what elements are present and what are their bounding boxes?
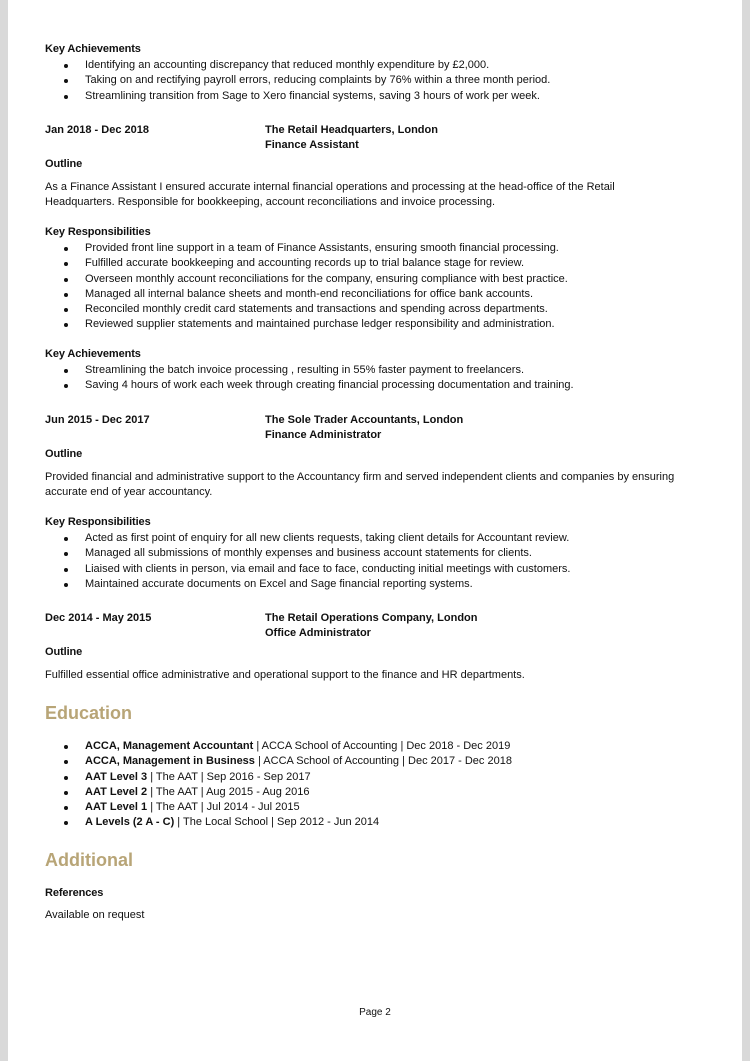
achievements-list — [45, 363, 574, 394]
list-item — [45, 800, 512, 815]
page-number: Page 2 — [359, 1007, 391, 1018]
outline-text: Fulfilled essential office administrative and operational support to the finance and HR departments. — [45, 669, 525, 681]
list-item: Taking on and rectifying payroll errors, reducing complaints by 76% within a three month period. — [45, 73, 550, 88]
list-item: Fulfilled accurate bookkeeping and accounting records up to trial balance stage for review. — [45, 256, 568, 271]
list-item: Overseen monthly account reconciliations for the company, ensuring compliance with best practice. — [45, 272, 568, 287]
education-list — [45, 739, 512, 831]
additional-heading: Additional — [45, 850, 133, 870]
outline-heading: Outline — [45, 646, 83, 658]
list-item: Saving 4 hours of work each week through creating financial processing documentation and training. — [45, 378, 574, 393]
list-item — [45, 815, 512, 830]
job-title: Finance Assistant — [265, 139, 359, 152]
achievements-heading: Key Achievements — [45, 348, 141, 360]
list-item — [45, 785, 512, 800]
list-item: Reconciled monthly credit card statements and transactions and spending across departments. — [45, 302, 568, 317]
references-text: Available on request — [45, 909, 145, 921]
list-item: Liaised with clients in person, via email and face to face, conducting initial meetings with customers. — [45, 562, 570, 577]
education-detail: | ACCA School of Accounting | Dec 2017 - Dec 2018 — [254, 755, 512, 768]
prev-achievements-heading: Key Achievements — [45, 43, 141, 55]
job-company: The Sole Trader Accountants, London — [265, 414, 464, 426]
education-detail: | The Local School | Sep 2012 - Jun 2014 — [174, 816, 380, 829]
education-detail: | The AAT | Jul 2014 - Jul 2015 — [147, 801, 300, 814]
job-company-block — [265, 123, 438, 154]
prev-achievements-list — [45, 58, 550, 104]
responsibilities-heading: Key Responsibilities — [45, 226, 151, 238]
job-dates: Dec 2014 - May 2015 — [45, 612, 152, 624]
education-qualification: AAT Level 3 — [85, 770, 148, 783]
education-qualification: ACCA, Management in Business — [85, 755, 255, 768]
list-item: Reviewed supplier statements and maintained purchase ledger responsibility and administration. — [45, 317, 568, 332]
outline-text: Provided financial and administrative support to the Accountancy firm and served independent clients and companies by ensuring accurate end of year accountancy. — [45, 471, 675, 499]
education-qualification: A Levels (2 A - C) — [85, 816, 175, 829]
responsibilities-list — [45, 531, 570, 592]
list-item: Managed all submissions of monthly expenses and business account statements for clients. — [45, 546, 570, 561]
job-dates: Jan 2018 - Dec 2018 — [45, 124, 149, 136]
list-item: Identifying an accounting discrepancy that reduced monthly expenditure by £2,000. — [45, 58, 550, 73]
resume-page — [8, 0, 742, 1061]
responsibilities-heading: Key Responsibilities — [45, 516, 151, 528]
education-detail: | The AAT | Sep 2016 - Sep 2017 — [147, 770, 311, 783]
list-item: Streamlining transition from Sage to Xero financial systems, saving 3 hours of work per week. — [45, 89, 550, 104]
list-item: Streamlining the batch invoice processing , resulting in 55% faster payment to freelancers. — [45, 363, 574, 378]
list-item: Acted as first point of enquiry for all new clients requests, taking client details for Accountant review. — [45, 531, 570, 546]
outline-text: As a Finance Assistant I ensured accurate internal financial operations and processing at the head-office of the Retail Headquarters. Responsible for bookkeeping, account reconciliations and invoice processing. — [45, 181, 615, 209]
education-qualification: ACCA, Management Accountant — [85, 740, 254, 752]
list-item — [45, 754, 512, 769]
education-qualification: AAT Level 1 — [85, 801, 148, 814]
job-company-block — [265, 611, 477, 642]
job-company: The Retail Headquarters, London — [265, 124, 438, 136]
outline-heading: Outline — [45, 448, 83, 460]
job-dates: Jun 2015 - Dec 2017 — [45, 414, 150, 426]
job-company: The Retail Operations Company, London — [265, 612, 478, 624]
list-item: Managed all internal balance sheets and month-end reconciliations for office bank accounts. — [45, 287, 568, 302]
references-heading: References — [45, 887, 104, 899]
job-title: Office Administrator — [265, 627, 371, 640]
education-detail: | The AAT | Aug 2015 - Aug 2016 — [147, 785, 310, 798]
list-item — [45, 770, 512, 785]
list-item: Provided front line support in a team of Finance Assistants, ensuring smooth financial processing. — [45, 241, 568, 256]
responsibilities-list — [45, 241, 568, 333]
job-title: Finance Administrator — [265, 429, 382, 442]
education-heading: Education — [45, 703, 133, 723]
education-qualification: AAT Level 2 — [85, 785, 148, 798]
job-company-block — [265, 413, 463, 444]
outline-heading: Outline — [45, 158, 83, 170]
education-detail: | ACCA School of Accounting | Dec 2018 - Dec 2019 — [253, 740, 511, 752]
list-item — [45, 739, 512, 754]
list-item: Maintained accurate documents on Excel and Sage financial reporting systems. — [45, 577, 570, 592]
